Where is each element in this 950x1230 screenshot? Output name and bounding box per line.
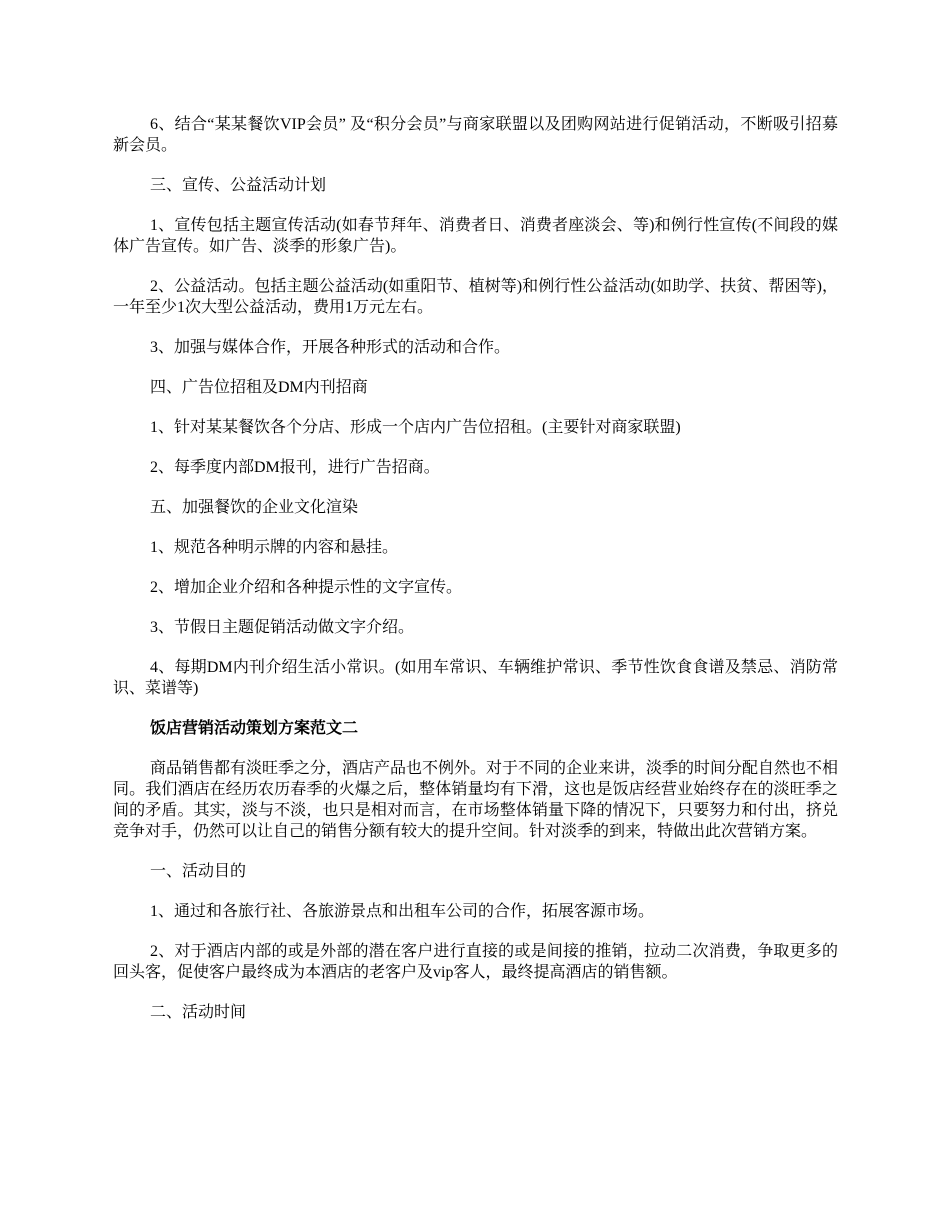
paragraph-company-intro: 2、增加企业介绍和各种提示性的文字宣传。 [150,579,463,596]
section-heading-time: 二、活动时间 [150,1004,247,1021]
section-heading-goal: 一、活动目的 [150,863,247,880]
section-heading-advertising: 四、广告位招租及DM内刊招商 [150,379,368,396]
section-heading-culture: 五、加强餐饮的企业文化渲染 [150,499,359,516]
paragraph-publicity-activities: 1、宣传包括主题宣传活动(如春节拜年、消费者日、消费者座淡会、等)和例行性宣传(不间段的媒体广告宣传。如广告、淡季的形象广告)。 [113,217,838,255]
paragraph-charity-activities: 2、公益活动。包括主题公益活动(如重阳节、植树等)和例行性公益活动(如助学、扶贫、帮困等)，一年至少1次大型公益活动，费用1万元左右。 [113,278,838,316]
paragraph-holiday-promotion: 3、节假日主题促销活动做文字介绍。 [150,619,415,636]
paragraph-goal-sales: 2、对于酒店内部的或是外部的潜在客户进行直接的或是间接的推销，拉动二次消费，争取更多的回头客，促使客户最终成为本酒店的老客户及vip客人，最终提高酒店的销售额。 [113,943,838,981]
paragraph-intro-off-season: 商品销售都有淡旺季之分，酒店产品也不例外。对于不同的企业来讲，淡季的时间分配自然也不相同。我们酒店在经历农历春季的火爆之后，整体销量均有下滑，这也是饭店经营业始终存在的淡旺季之间的矛盾。其实，淡与不淡，也只是相对而言，在市场整体销量下降的情况下，只要努力和付出，挤兑竞争对手，仍然可以让自己的销售分额有较大的提升空间。针对淡季的到来，特做出此次营销方案。 [113,760,839,840]
paragraph-dm-ads: 2、每季度内部DM报刊，进行广告招商。 [150,459,440,476]
paragraph-signage: 1、规范各种明示牌的内容和悬挂。 [150,539,399,556]
paragraph-goal-cooperation: 1、通过和各旅行社、各旅游景点和出租车公司的合作，拓展客源市场。 [150,903,655,920]
paragraph-media-cooperation: 3、加强与媒体合作，开展各种形式的活动和合作。 [150,339,511,356]
paragraph-member-promotion: 6、结合“某某餐饮VIP会员” 及“积分会员”与商家联盟以及团购网站进行促销活动，不断吸引招募新会员。 [113,116,838,154]
document-page [113,114,838,1042]
section-heading-publicity: 三、宣传、公益活动计划 [150,177,327,194]
document-title-sample-two: 饭店营销活动策划方案范文二 [150,720,359,737]
paragraph-ad-space-rental: 1、针对某某餐饮各个分店、形成一个店内广告位招租。(主要针对商家联盟) [150,419,681,436]
paragraph-dm-tips: 4、每期DM内刊介绍生活小常识。(如用车常识、车辆维护常识、季节性饮食食谱及禁忌、消防常识、菜谱等) [113,659,838,697]
